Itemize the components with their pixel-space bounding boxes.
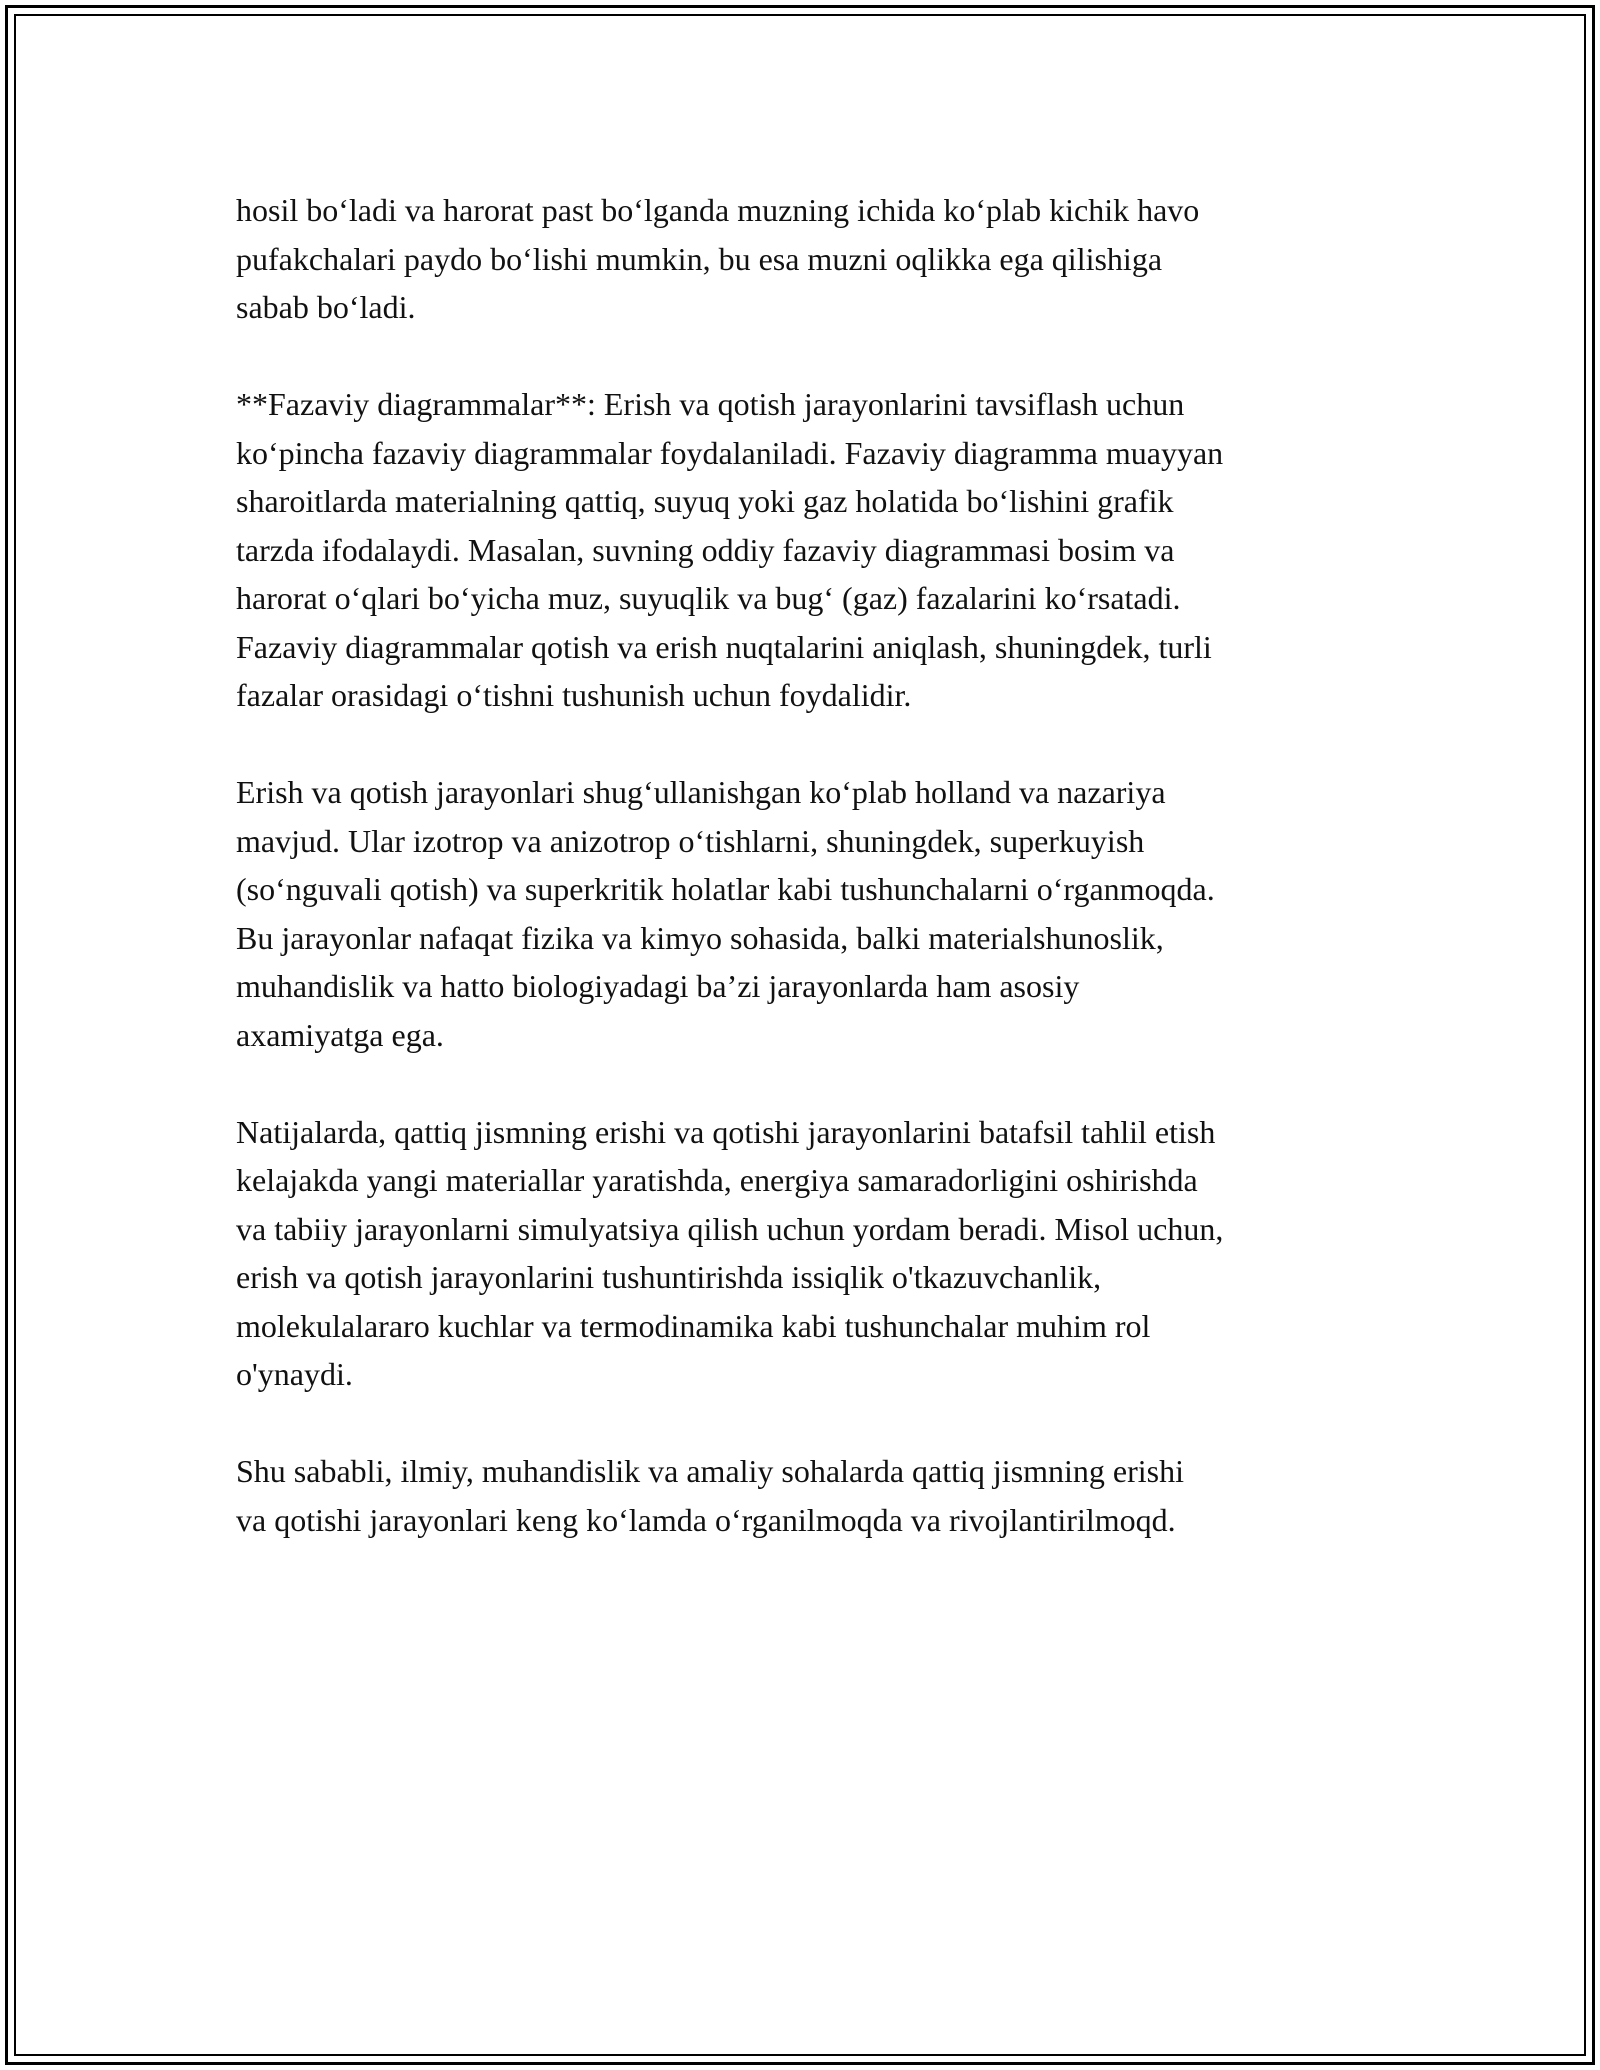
paragraph-results: Natijalarda, qattiq jismning erishi va qotishi jarayonlarini batafsil tahlil etish kelajakda yangi materiallar yaratishda, energiya samaradorligini oshirishda va tabiiy jarayonlarni simulyatsiya qilish uchun yordam beradi. Misol uchun, erish va qotish jarayonlarini tushuntirishda issiqlik o'tkazuvchanlik, molekulalararo kuchlar va termodinamika kabi tushunchalar muhim rol o'ynaydi.	[236, 1113, 1224, 1392]
paragraph-theories: Erish va qotish jarayonlari shug‘ullanishgan ko‘plab holland va nazariya mavjud. Ular izotrop va anizotrop o‘tishlarni, shuningdek, superkuyish (so‘nguvali qotish) va superkritik holatlar kabi tushunchalarni o‘rganmoqda. Bu jarayonlar nafaqat fizika va kimyo sohasida, balki materialshunoslik, muhandislik va hatto biologiyadagi ba’zi jarayonlarda ham asosiy axamiyatga ega.	[236, 774, 1215, 1053]
paragraph-conclusion: Shu sababli, ilmiy, muhandislik va amaliy sohalarda qattiq jismning erishi va qotishi jarayonlari keng ko‘lamda o‘rganilmoqda va rivojlantirilmoqd.	[236, 1453, 1185, 1538]
paragraph-ice-bubbles: hosil bo‘ladi va harorat past bo‘lganda muzning ichida ko‘plab kichik havo pufakchalari paydo bo‘lishi mumkin, bu esa muzni oqlikka ega qilishiga sabab bo‘ladi.	[236, 192, 1200, 325]
paragraph-phase-diagrams: **Fazaviy diagrammalar**: Erish va qotish jarayonlarini tavsiflash uchun ko‘pincha fazaviy diagrammalar foydalaniladi. Fazaviy diagramma muayyan sharoitlarda materialning qattiq, suyuq yoki gaz holatida bo‘lishini grafik tarzda ifodalaydi. Masalan, suvning oddiy fazaviy diagrammasi bosim va harorat o‘qlari bo‘yicha muz, suyuqlik va bug‘ (gaz) fazalarini ko‘rsatadi. Fazaviy diagrammalar qotish va erish nuqtalarini aniqlash, shuningdek, turli fazalar orasidagi o‘tishni tushunish uchun foydalidir.	[236, 386, 1224, 713]
document-body	[236, 186, 1386, 1593]
